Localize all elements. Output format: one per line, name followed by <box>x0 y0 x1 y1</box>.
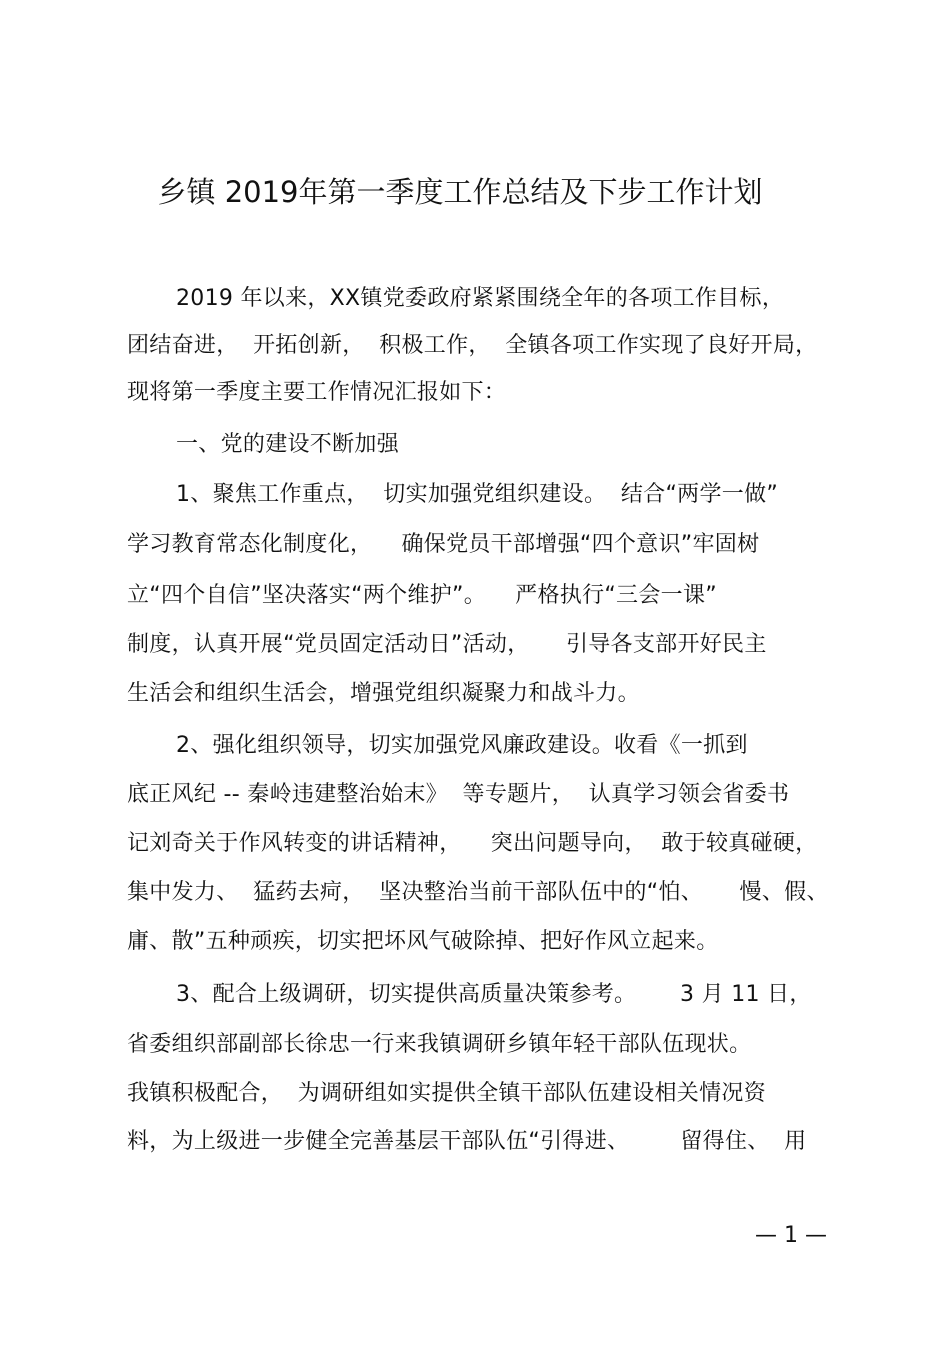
paragraph-line: 底正风纪 -- 秦岭违建整治始末》 等专题片， 认真学习领会省委书 <box>127 782 790 807</box>
paragraph-line: 省委组织部副部长徐忠一行来我镇调研乡镇年轻干部队伍现状。 <box>127 1032 752 1057</box>
paragraph-line: 我镇积极配合， 为调研组如实提供全镇干部队伍建设相关情况资 <box>127 1081 766 1106</box>
paragraph-line: 现将第一季度主要工作情况汇报如下： <box>127 380 507 405</box>
paragraph-line: 2、强化组织领导，切实加强党风廉政建设。收看《一抓到 <box>176 733 748 758</box>
paragraph-line: 2019 年以来，XX镇党委政府紧紧围绕全年的各项工作目标， <box>176 286 785 311</box>
page-number: — 1 — <box>755 1223 827 1248</box>
section-heading: 一、党的建设不断加强 <box>176 432 400 457</box>
paragraph-line: 生活会和组织生活会，增强党组织凝聚力和战斗力。 <box>127 681 640 706</box>
paragraph-line: 团结奋进， 开拓创新， 积极工作， 全镇各项工作实现了良好开局， <box>127 333 818 358</box>
paragraph-line: 立“四个自信”坚决落实“两个维护”。 严格执行“三会一课” <box>127 583 717 608</box>
paragraph-line: 庸、散”五种顽疾，切实把坏风气破除掉、把好作风立起来。 <box>127 929 719 954</box>
paragraph-line: 学习教育常态化制度化， 确保党员干部增强“四个意识”牢固树 <box>127 532 760 557</box>
paragraph-line: 制度，认真开展“党员固定活动日”活动， 引导各支部开好民主 <box>127 632 767 657</box>
paragraph-line: 1、聚焦工作重点， 切实加强党组织建设。 结合“两学一做” <box>176 482 779 507</box>
document-title: 乡镇 2019年第一季度工作总结及下步工作计划 <box>157 175 763 209</box>
paragraph-line: 3、配合上级调研，切实提供高质量决策参考。 3 月 11 日， <box>176 982 812 1007</box>
paragraph-line: 料，为上级进一步健全完善基层干部队伍“引得进、 留得住、 用 <box>127 1129 807 1154</box>
paragraph-line: 记刘奇关于作风转变的讲话精神， 突出问题导向， 敢于较真碰硬， <box>127 831 818 856</box>
paragraph-line: 集中发力、 猛药去疴， 坚决整治当前干部队伍中的“怕、 慢、假、 <box>127 880 829 905</box>
